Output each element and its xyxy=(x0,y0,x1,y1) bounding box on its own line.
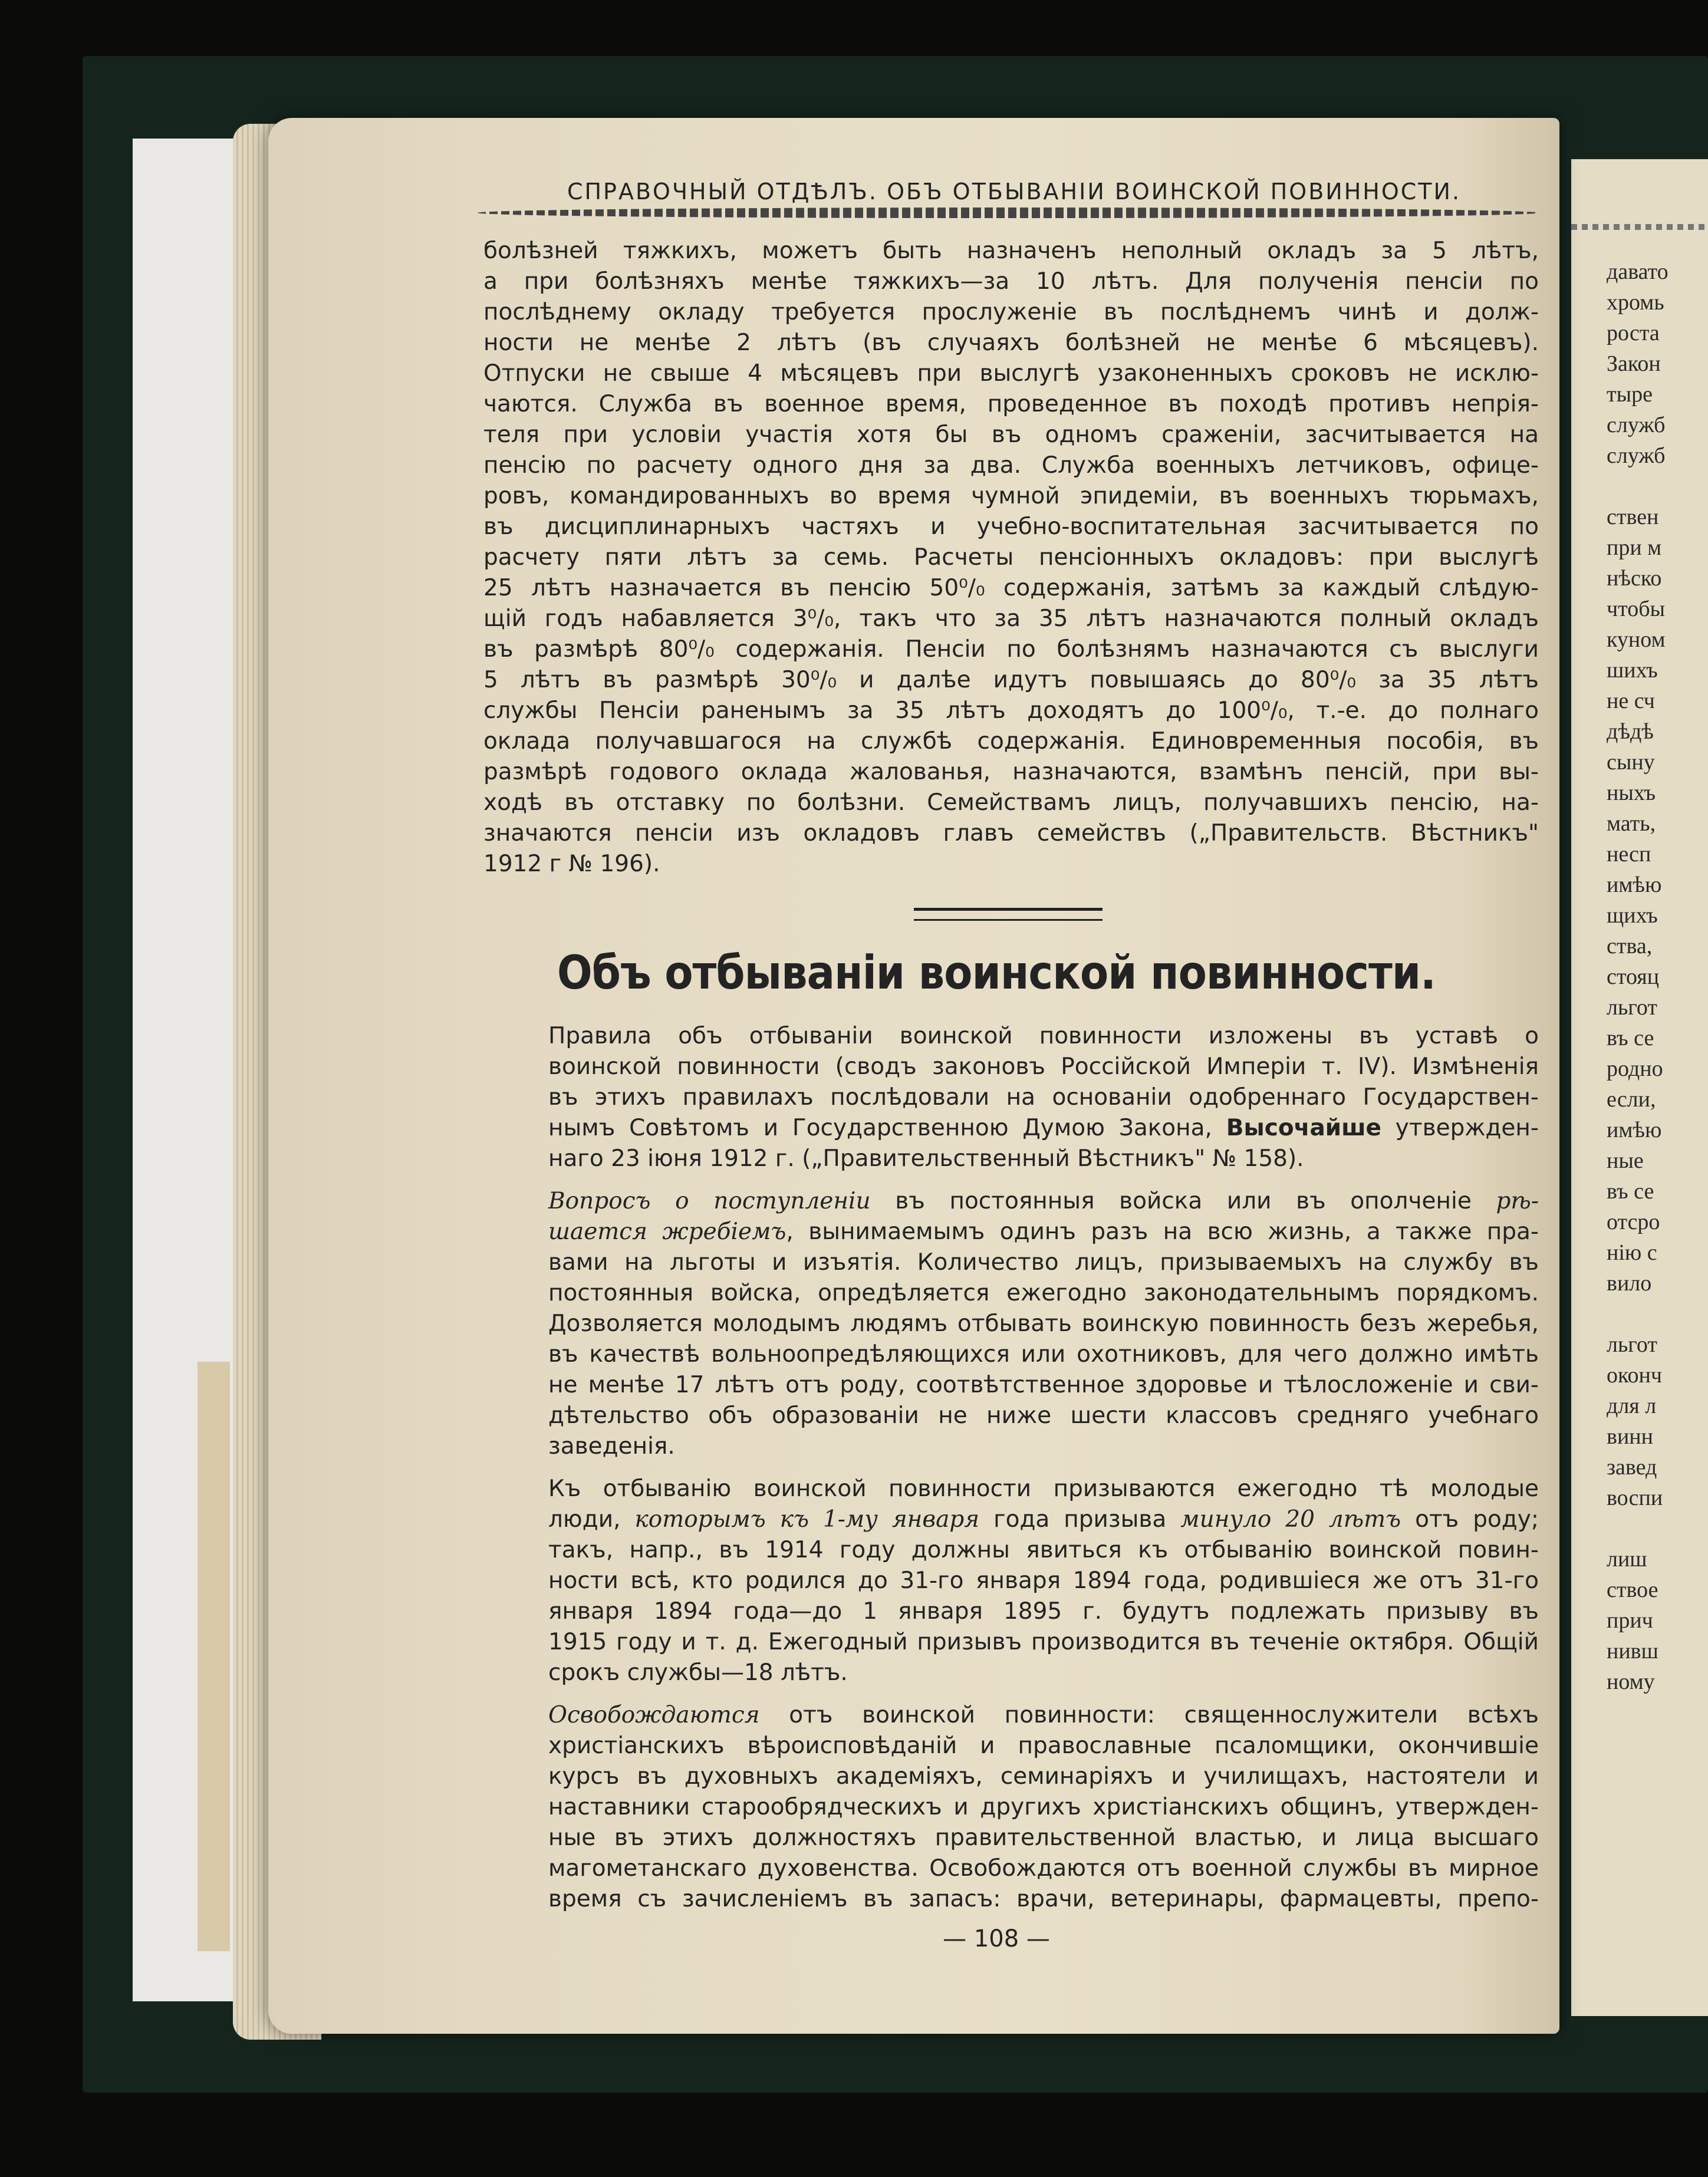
text-line: ровъ, командированныхъ во время чумной эпидеміи, въ военныхъ тюрьмахъ, xyxy=(483,483,1539,509)
text-line: щій годъ набавляется 3⁰/₀, такъ что за 35 лѣтъ назначаются полный окладъ xyxy=(483,605,1539,632)
text-line: 1912 г № 196). xyxy=(483,851,660,877)
exemption-paragraph xyxy=(483,1700,1539,1915)
text-fragment: чтобы xyxy=(1607,597,1666,621)
text-fragment: не сч xyxy=(1607,689,1655,713)
text-fragment: льгот xyxy=(1607,1332,1658,1357)
text-span: отъ роду; xyxy=(1401,1506,1539,1533)
text-fragment: служб xyxy=(1607,413,1666,437)
text-line: января 1894 года—до 1 января 1895 г. будутъ подлежать призыву въ xyxy=(548,1598,1539,1625)
text-fragment: имѣю xyxy=(1607,872,1662,897)
text-span: въ постоянныя войска или въ ополченіе xyxy=(870,1188,1496,1214)
text-fragment: въ се xyxy=(1607,1026,1654,1050)
text-line: размѣрѣ годового оклада жалованья, назначаются, взамѣнъ пенсій, при вы- xyxy=(483,759,1539,785)
text-line: болѣзней тяжкихъ, можетъ быть назначенъ неполный окладъ за 5 лѣтъ, xyxy=(483,238,1539,264)
text-fragment: при м xyxy=(1607,535,1662,560)
emphasis-italic: Освобождаются xyxy=(548,1702,760,1728)
text-line: христіанскихъ вѣроисповѣданій и православные псаломщики, окончившіе xyxy=(548,1733,1539,1759)
text-fragment: мать, xyxy=(1607,811,1656,836)
text-line: 25 лѣтъ назначается въ пенсію 50⁰/₀ содержанія, затѣмъ за каждый слѣдую- xyxy=(483,575,1539,601)
text-fragment: давато xyxy=(1607,259,1668,284)
text-line xyxy=(483,1700,1539,1731)
text-fragment: завед xyxy=(1607,1455,1657,1480)
page-number: — 108 — xyxy=(943,1925,1050,1952)
text-line: время съ зачисленіемъ въ запасъ: врачи, ветеринары, фармацевты, препо- xyxy=(548,1886,1539,1912)
text-fragment: прич xyxy=(1607,1608,1653,1633)
text-line xyxy=(483,1504,1539,1535)
text-line: магометанскаго духовенства. Освобождаются отъ военной службы въ мирное xyxy=(548,1855,1539,1882)
text-fragment: ствое xyxy=(1607,1577,1658,1602)
text-line: ности всѣ, кто родился до 31-го января 1894 года, родившіеся же отъ 31-го xyxy=(548,1567,1539,1594)
text-fragment: имѣю xyxy=(1607,1118,1662,1142)
text-line: службы Пенсіи раненымъ за 35 лѣтъ доходятъ до 100⁰/₀, т.-е. до полнаго xyxy=(483,697,1539,724)
text-fragment: дѣдѣ xyxy=(1607,719,1654,744)
emphasis-italic: минуло 20 лѣтъ xyxy=(1180,1506,1401,1533)
emphasis-italic: которымъ къ 1-му января xyxy=(634,1506,980,1533)
rules-paragraph xyxy=(483,1021,1539,1174)
text-fragment: винн xyxy=(1607,1424,1653,1449)
text-fragment: щихъ xyxy=(1607,903,1658,928)
text-fragment: Закон xyxy=(1607,351,1661,376)
right-page-text-fragments xyxy=(1607,256,1708,1697)
text-fragment: ныхъ xyxy=(1607,780,1656,805)
text-line xyxy=(483,1186,1539,1217)
header-wavy-rule xyxy=(478,208,1539,218)
text-fragment: ному xyxy=(1607,1669,1655,1694)
text-line: дѣтельство объ образованіи не ниже шести классовъ средняго учебнаго xyxy=(548,1402,1539,1429)
text-line: воинской повинности (сводъ законовъ Россійской Имперіи т. IV). Измѣненія xyxy=(548,1053,1539,1080)
text-span: , вынимаемымъ одинъ разъ на всю жизнь, а также пра- xyxy=(786,1218,1539,1245)
text-fragment: хромь xyxy=(1607,290,1664,315)
text-line xyxy=(483,1217,1539,1247)
emphasis-italic: рѣ- xyxy=(1496,1188,1539,1214)
text-fragment: несп xyxy=(1607,842,1651,867)
text-line xyxy=(483,1113,1539,1144)
text-fragment: нію с xyxy=(1607,1240,1657,1265)
text-line: Къ отбыванію воинской повинности призываются ежегодно тѣ молодые xyxy=(548,1476,1539,1502)
text-fragment xyxy=(1607,471,1708,502)
text-fragment: ствен xyxy=(1607,505,1659,529)
text-line: пенсію по расчету одного дня за два. Служба военныхъ летчиковъ, офице- xyxy=(483,452,1539,479)
text-span: отъ воинской повинности: священнослужители всѣхъ xyxy=(759,1702,1539,1728)
text-line: наставники старообрядческихъ и другихъ христіанскихъ общинъ, утвержден- xyxy=(548,1794,1539,1820)
text-fragment: ства, xyxy=(1607,934,1653,959)
text-line: 5 лѣтъ въ размѣрѣ 30⁰/₀ и далѣе идутъ повышаясь до 80⁰/₀ за 35 лѣтъ xyxy=(483,667,1539,693)
text-fragment: лиш xyxy=(1607,1547,1647,1572)
text-line: а при болѣзняхъ менѣе тяжкихъ—за 10 лѣтъ. Для полученія пенсіи по xyxy=(483,268,1539,295)
text-fragment: оконч xyxy=(1607,1363,1662,1388)
pension-paragraph xyxy=(483,236,1539,880)
text-span: нымъ Совѣтомъ и Государственною Думою Закона, xyxy=(548,1115,1226,1141)
text-span: люди, xyxy=(548,1506,635,1533)
text-line: срокъ службы—18 лѣтъ. xyxy=(548,1659,848,1686)
right-page-header-rule xyxy=(1571,224,1708,230)
text-line: наго 23 іюня 1912 г. („Правительственный Вѣстникъ" № 158). xyxy=(548,1145,1304,1172)
section-divider xyxy=(914,908,1103,921)
text-fragment: вило xyxy=(1607,1271,1652,1296)
text-line: оклада получавшагося на службѣ содержанія. Единовременныя пособія, въ xyxy=(483,728,1539,755)
emphasis-bold: Высочайше xyxy=(1226,1115,1381,1141)
text-line: Дозволяется молодымъ людямъ отбывать воинскую повинность безъ жеребья, xyxy=(548,1310,1539,1337)
text-line: въ дисциплинарныхъ частяхъ и учебно-воспитательная засчитывается по xyxy=(483,513,1539,540)
text-line: ности не менѣе 2 лѣтъ (въ случаяхъ болѣзней не менѣе 6 мѣсяцевъ). xyxy=(483,330,1539,356)
text-line: Правила объ отбываніи воинской повинности изложены въ уставѣ о xyxy=(548,1023,1539,1049)
text-line: постоянныя войска, опредѣляется ежегодно законодательнымъ порядкомъ. xyxy=(548,1280,1539,1306)
text-line: ные въ этихъ должностяхъ правительственной властью, и лица высшаго xyxy=(548,1824,1539,1851)
text-fragment: родно xyxy=(1607,1056,1663,1081)
text-line: чаются. Служба въ военное время, проведенное въ походѣ противъ непрія- xyxy=(483,391,1539,417)
text-fragment: куном xyxy=(1607,627,1666,652)
text-fragment: служб xyxy=(1607,443,1666,468)
text-line: такъ, напр., въ 1914 году должны явиться къ отбыванію воинской повин- xyxy=(548,1537,1539,1563)
text-line: 1915 году и т. д. Ежегодный призывъ производится въ теченіе октября. Общій xyxy=(548,1629,1539,1655)
text-fragment: отсро xyxy=(1607,1210,1660,1234)
section-title: Объ отбываніи воинской повинности. xyxy=(557,947,1436,1000)
text-line: расчету пяти лѣтъ за семь. Расчеты пенсіонныхъ окладовъ: при выслугѣ xyxy=(483,544,1539,571)
text-fragment: для л xyxy=(1607,1394,1657,1418)
text-line: заведенія. xyxy=(548,1433,675,1460)
text-fragment: сыну xyxy=(1607,750,1655,775)
text-fragment: если, xyxy=(1607,1087,1656,1112)
text-line: послѣднему окладу требуется прослуженіе въ послѣднемъ чинѣ и долж- xyxy=(483,299,1539,325)
text-fragment: стояц xyxy=(1607,964,1660,989)
text-line: Отпуски не свыше 4 мѣсяцевъ при выслугѣ узаконенныхъ сроковъ не исклю- xyxy=(483,360,1539,387)
text-fragment: ные xyxy=(1607,1148,1644,1173)
emphasis-italic: Вопросъ о поступленіи xyxy=(548,1188,871,1214)
admission-paragraph xyxy=(483,1186,1539,1462)
text-fragment: нѣско xyxy=(1607,566,1662,591)
emphasis-italic: шается жребіемъ xyxy=(548,1218,786,1245)
text-fragment xyxy=(1607,1299,1708,1329)
text-line: въ этихъ правилахъ послѣдовали на основаніи одобреннаго Государствен- xyxy=(548,1084,1539,1111)
text-line: курсъ въ духовныхъ академіяхъ, семинаріяхъ и училищахъ, настоятели и xyxy=(548,1763,1539,1790)
text-fragment: воспи xyxy=(1607,1486,1663,1510)
text-fragment: льгот xyxy=(1607,995,1658,1020)
text-line: вами на льготы и изъятія. Количество лицъ, призываемыхъ на службу въ xyxy=(548,1249,1539,1276)
text-line: въ размѣрѣ 80⁰/₀ содержанія. Пенсіи по болѣзнямъ назначаются съ выслуги xyxy=(483,636,1539,663)
text-line: теля при условіи участія хотя бы въ одномъ сраженіи, засчитывается на xyxy=(483,421,1539,448)
text-fragment: тыре xyxy=(1607,382,1653,407)
text-line: ходѣ въ отставку по болѣзни. Семействамъ лицъ, получавшихъ пенсію, на- xyxy=(483,789,1539,816)
text-fragment: нивш xyxy=(1607,1639,1658,1664)
text-line: значаются пенсіи изъ окладовъ главъ семействъ („Правительств. Вѣстникъ" xyxy=(483,820,1539,847)
running-header: СПРАВОЧНЫЙ ОТДѢЛЪ. ОБЪ ОТБЫВАНІИ ВОИНСКОЙ ПОВИННОСТИ. xyxy=(567,179,1462,205)
right-page-fragment xyxy=(1571,159,1708,2016)
text-line: въ качествѣ вольноопредѣляющихся или охотниковъ, для чего должно имѣть xyxy=(548,1341,1539,1368)
text-span: года призыва xyxy=(979,1506,1181,1533)
text-fragment xyxy=(1607,1513,1708,1544)
text-line: не менѣе 17 лѣтъ отъ роду, соотвѣтственное здоровье и тѣлосложеніе и сви- xyxy=(548,1372,1539,1398)
draft-age-paragraph xyxy=(483,1474,1539,1688)
page-text-area xyxy=(454,177,1539,1952)
text-fragment: шихъ xyxy=(1607,658,1658,683)
text-fragment: роста xyxy=(1607,321,1660,345)
text-fragment: въ се xyxy=(1607,1179,1654,1204)
paper-tab-strip xyxy=(198,1362,230,1951)
text-span: утвержден- xyxy=(1381,1115,1539,1141)
